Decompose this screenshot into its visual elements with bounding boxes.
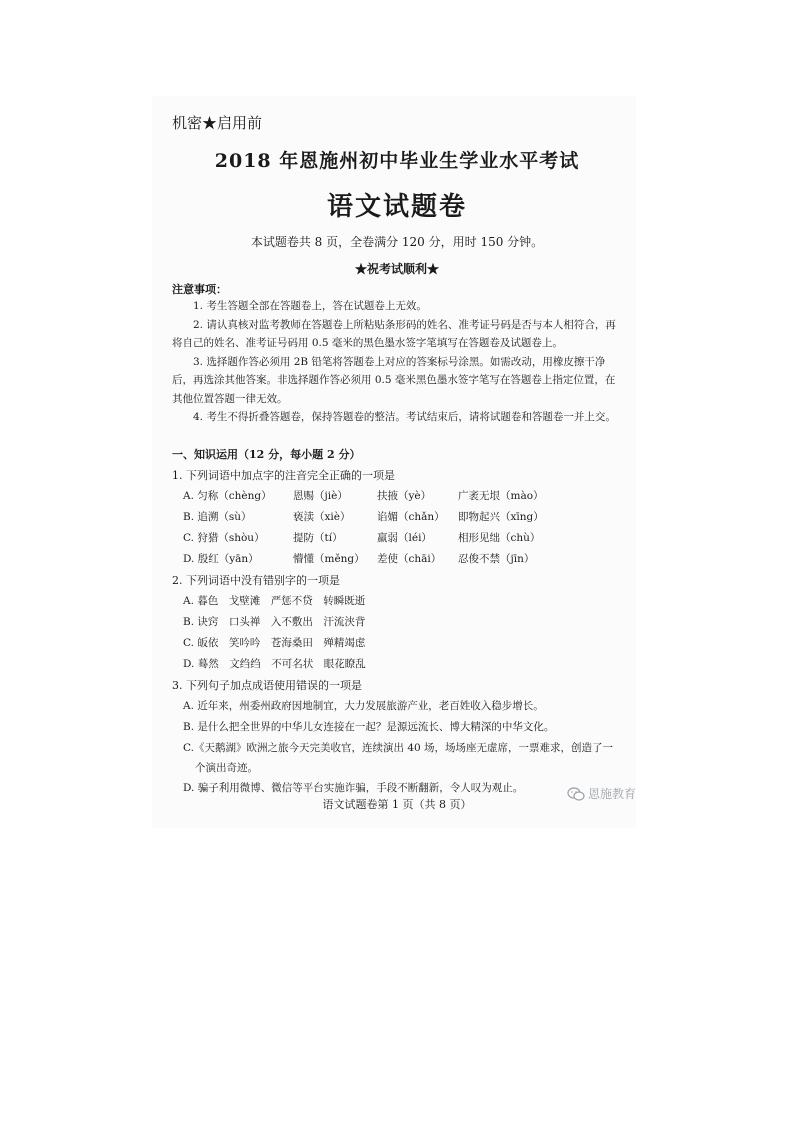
option-word: 提防（tí） (293, 532, 343, 544)
option-word: A. 匀称（chèng） (183, 490, 272, 502)
question-3-option-a: A. 近年来，州委州政府因地制宜，大力发展旅游产业，老百姓收入稳步增长。 (183, 700, 544, 712)
question-3-option-c: C.《天鹅湖》欧洲之旅今天完美收官，连续演出 40 场，场场座无虚席，一票难求，创造了一 (183, 742, 614, 754)
option-word: 亵渎（xiè） (293, 511, 351, 523)
section-heading: 一、知识运用（12 分，每小题 2 分） (172, 448, 361, 461)
exam-info: 本试题卷共 8 页，全卷满分 120 分，用时 150 分钟。 (250, 235, 544, 249)
option-word: 扶掖（yè） (377, 490, 432, 502)
secret-mark: 机密★启用前 (172, 114, 263, 132)
option-word: 羸弱（léi） (377, 532, 432, 544)
option-word: 即物起兴（xīng） (458, 511, 544, 523)
notes-list (172, 297, 624, 427)
option-word: 恩赐（jiè） (293, 490, 348, 502)
option-word: 广袤无垠（mào） (458, 490, 544, 502)
question-3-option-c-continued: 个演出奇迹。 (195, 762, 258, 774)
page-footer: 语文试题卷第 1 页（共 8 页） (322, 798, 472, 811)
note-item: 2. 请认真核对监考教师在答题卷上所粘贴条形码的姓名、准考证号码是否与本人相符合，再将自己的姓名、准考证号码用 0.5 毫米的黑色墨水签字笔填写在答题卷及试题卷上。 (172, 318, 616, 349)
option-word: D. 殷红（yān） (183, 553, 259, 565)
wechat-icon (567, 787, 585, 801)
option-word: 谄媚（chǎn） (377, 511, 445, 523)
question-3-option-b: B. 是什么把全世界的中华儿女连接在一起？是源远流长、博大精深的中华文化。 (183, 721, 555, 733)
question-1-stem: 1. 下列词语中加点字的注音完全正确的一项是 (172, 469, 395, 482)
subject-title: 语文试题卷 (326, 192, 467, 222)
question-2-option: C. 皈依 笑吟吟 苍海桑田 殚精竭虑 (183, 637, 366, 649)
notes-heading: 注意事项： (172, 283, 227, 296)
question-2-option: D. 蓦然 文绉绉 不可名状 眼花瞭乱 (183, 658, 366, 670)
question-2-option: A. 暮色 戈壁滩 严惩不贷 转瞬既逝 (183, 595, 366, 607)
option-word: C. 狩猎（shòu） (183, 532, 265, 544)
option-word: 懵懂（měng） (293, 553, 365, 565)
blessing: ★祝考试顺利★ (354, 262, 439, 276)
question-2-stem: 2. 下列词语中没有错别字的一项是 (172, 574, 340, 587)
option-word: B. 追溯（sù） (183, 511, 252, 523)
option-word: 忍俊不禁（jīn） (458, 553, 535, 565)
question-3-stem: 3. 下列句子加点成语使用错误的一项是 (172, 679, 362, 692)
note-item: 3. 选择题作答必须用 2B 铅笔将答题卷上对应的答案标号涂黑。如需改动，用橡皮擦干净后，再选涂其他答案。非选择题作答必须用 0.5 毫米黑色墨水签字笔写在答题卷上指定位置，在其他位置答题一律无效。 (172, 355, 616, 405)
question-3-option-d: D. 骗子利用微博、微信等平台实施诈骗，手段不断翻新，令人叹为观止。 (183, 782, 524, 794)
question-2-option: B. 诀窍 口头禅 入不敷出 汗流浃背 (183, 616, 366, 628)
watermark-label: 恩施教育 (588, 787, 637, 801)
note-item: 4. 考生不得折叠答题卷，保持答题卷的整洁。考试结束后，请将试题卷和答题卷一并上交。 (193, 411, 616, 423)
watermark (567, 785, 636, 802)
option-word: 相形见绌（chù） (458, 532, 541, 544)
option-word: 差使（chāi） (377, 553, 442, 565)
note-item: 1. 考生答题全部在答题卷上，答在试题卷上无效。 (193, 300, 427, 312)
exam-title: 2018 年恩施州初中毕业生学业水平考试 (214, 150, 580, 172)
